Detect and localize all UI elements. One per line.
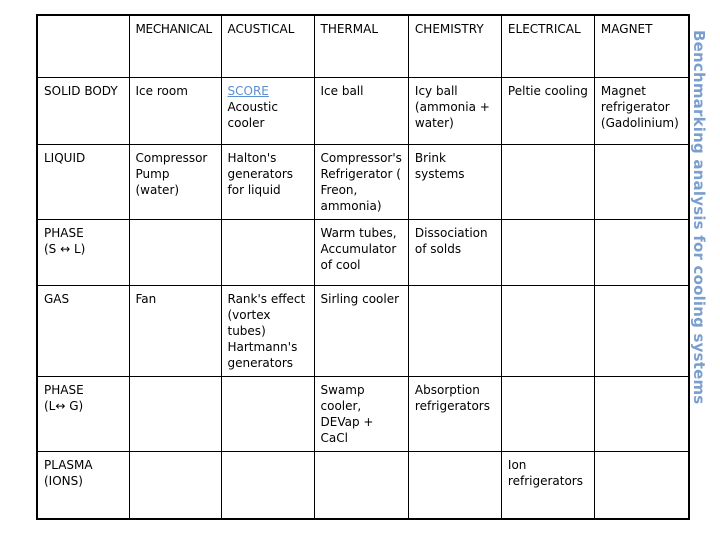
cell-gas-acustical: Rank's effect (vortex tubes) Hartmann's generators: [221, 285, 314, 376]
col-header-thermal: THERMAL: [314, 15, 408, 77]
table-row: [37, 376, 689, 451]
row-label-solid-body: SOLID BODY: [37, 77, 129, 144]
cell-gas-electrical: [501, 285, 594, 376]
table-row: [37, 451, 689, 519]
cell-plasma-magnet: [594, 451, 689, 519]
cell-phase-sl-mechanical: [129, 219, 221, 285]
cell-phase-sl-magnet: [594, 219, 689, 285]
slide-title: Benchmarking analysis for cooling systems: [690, 30, 708, 405]
cell-phase-sl-acustical: [221, 219, 314, 285]
cell-plasma-acustical: [221, 451, 314, 519]
cell-gas-mechanical: Fan: [129, 285, 221, 376]
cell-liquid-chemistry: Brink systems: [408, 144, 501, 219]
row-label-gas: GAS: [37, 285, 129, 376]
cell-liquid-electrical: [501, 144, 594, 219]
header-row: [37, 15, 689, 77]
cell-phase-lg-electrical: [501, 376, 594, 451]
cell-phase-lg-mechanical: [129, 376, 221, 451]
row-label-plasma: PLASMA (IONS): [37, 451, 129, 519]
cell-phase-sl-chemistry: Dissociation of solds: [408, 219, 501, 285]
col-header-chemistry: CHEMISTRY: [408, 15, 501, 77]
cell-phase-lg-magnet: [594, 376, 689, 451]
corner-cell: [37, 15, 129, 77]
cell-phase-lg-acustical: [221, 376, 314, 451]
table-row: [37, 144, 689, 219]
table-row: [37, 219, 689, 285]
cell-solid-magnet: Magnet refrigerator (Gadolinium): [594, 77, 689, 144]
cell-gas-chemistry: [408, 285, 501, 376]
cell-solid-mechanical: Ice room: [129, 77, 221, 144]
col-header-mechanical: MECHANICAL: [129, 15, 221, 77]
cell-liquid-mechanical: Compressor Pump (water): [129, 144, 221, 219]
col-header-acustical: ACUSTICAL: [221, 15, 314, 77]
cell-plasma-mechanical: [129, 451, 221, 519]
cell-gas-thermal: Sirling cooler: [314, 285, 408, 376]
cell-liquid-thermal: Compressor's Refrigerator ( Freon, ammonia): [314, 144, 408, 219]
cell-phase-sl-electrical: [501, 219, 594, 285]
cell-solid-thermal: Ice ball: [314, 77, 408, 144]
table-row: [37, 77, 689, 144]
cell-plasma-electrical: Ion refrigerators: [501, 451, 594, 519]
cell-plasma-thermal: [314, 451, 408, 519]
cell-solid-electrical: Peltie cooling: [501, 77, 594, 144]
table-row: [37, 285, 689, 376]
row-label-phase-lg: PHASE (L↔ G): [37, 376, 129, 451]
score-link-rest: Acoustic cooler: [227, 99, 278, 130]
col-header-electrical: ELECTRICAL: [501, 15, 594, 77]
cell-gas-magnet: [594, 285, 689, 376]
row-label-phase-sl: PHASE (S ↔ L): [37, 219, 129, 285]
cell-liquid-acustical: Halton's generators for liquid: [221, 144, 314, 219]
row-label-liquid: LIQUID: [37, 144, 129, 219]
col-header-magnet: MAGNET: [594, 15, 689, 77]
score-link[interactable]: SCORE: [227, 83, 269, 98]
cell-solid-acustical: [221, 77, 314, 144]
benchmark-table: [36, 14, 690, 520]
cell-phase-lg-thermal: Swamp cooler, DEVap + CaCl: [314, 376, 408, 451]
cell-phase-lg-chemistry: Absorption refrigerators: [408, 376, 501, 451]
cell-liquid-magnet: [594, 144, 689, 219]
cell-solid-chemistry: Icy ball (ammonia + water): [408, 77, 501, 144]
cell-plasma-chemistry: [408, 451, 501, 519]
cell-phase-sl-thermal: Warm tubes, Accumulator of cool: [314, 219, 408, 285]
